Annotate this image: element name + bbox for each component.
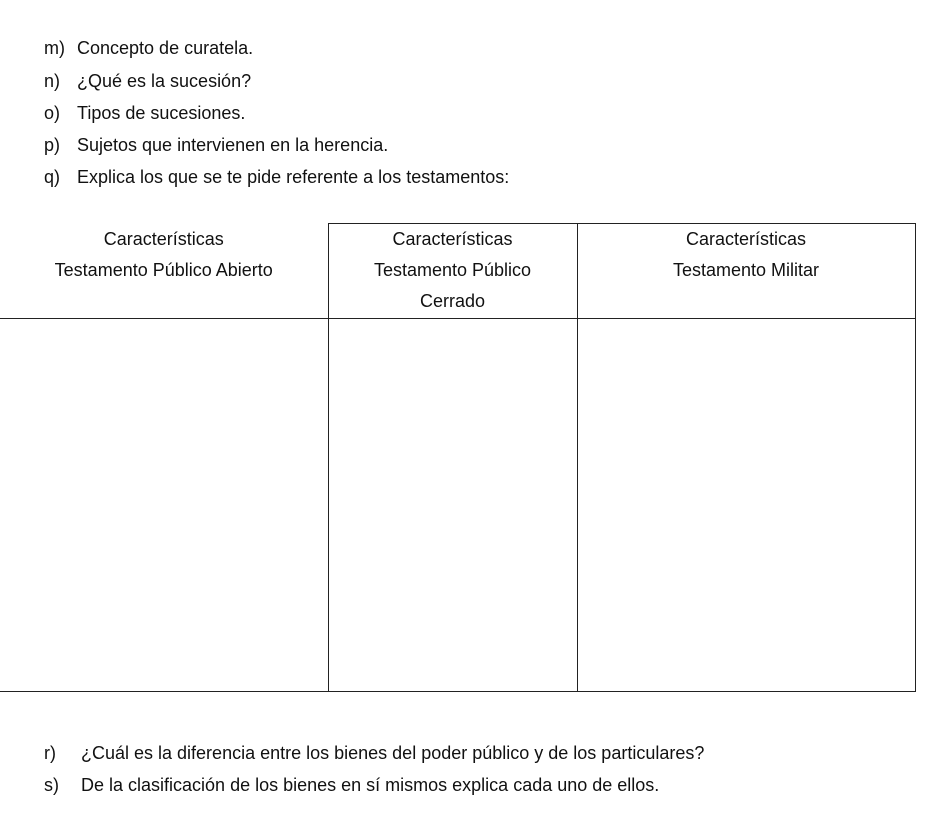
answer-cell-militar[interactable] xyxy=(577,319,915,692)
header-line: Cerrado xyxy=(419,291,486,311)
question-letter: r) xyxy=(44,743,56,763)
question-q xyxy=(44,166,509,188)
question-letter: q) xyxy=(44,167,61,187)
header-line: Testamento Público xyxy=(373,260,532,280)
question-m xyxy=(44,37,253,59)
header-line: Testamento Militar xyxy=(672,260,820,280)
header-line: Características xyxy=(685,229,807,249)
question-r xyxy=(44,742,704,764)
question-o xyxy=(44,102,245,124)
question-letter: s) xyxy=(44,775,59,795)
question-text: De la clasificación de los bienes en sí mismos explica cada uno de ellos. xyxy=(81,775,660,795)
testamentos-table xyxy=(0,223,916,692)
answer-cell-publico-abierto[interactable] xyxy=(0,319,328,692)
header-cell-militar xyxy=(577,224,915,319)
answer-cell-publico-cerrado[interactable] xyxy=(328,319,577,692)
question-n xyxy=(44,70,251,92)
question-text: ¿Cuál es la diferencia entre los bienes del poder público y de los particulares? xyxy=(81,743,705,763)
question-letter: p) xyxy=(44,135,61,155)
question-text: Concepto de curatela. xyxy=(77,38,254,58)
question-s xyxy=(44,774,659,796)
question-text: Explica los que se te pide referente a los testamentos: xyxy=(77,167,510,187)
question-text: Tipos de sucesiones. xyxy=(77,103,246,123)
question-letter: o) xyxy=(44,103,61,123)
question-text: Sujetos que intervienen en la herencia. xyxy=(77,135,389,155)
question-letter: m) xyxy=(44,38,65,58)
question-p xyxy=(44,134,388,156)
question-text: ¿Qué es la sucesión? xyxy=(77,71,252,91)
header-line: Testamento Público Abierto xyxy=(54,259,273,280)
question-letter: n) xyxy=(44,71,61,91)
table-header-row xyxy=(0,224,915,319)
header-line: Características xyxy=(103,228,224,249)
table-answer-row xyxy=(0,319,915,692)
header-line: Características xyxy=(392,229,513,249)
header-cell-publico-abierto xyxy=(0,224,328,319)
header-cell-publico-cerrado xyxy=(328,224,577,319)
